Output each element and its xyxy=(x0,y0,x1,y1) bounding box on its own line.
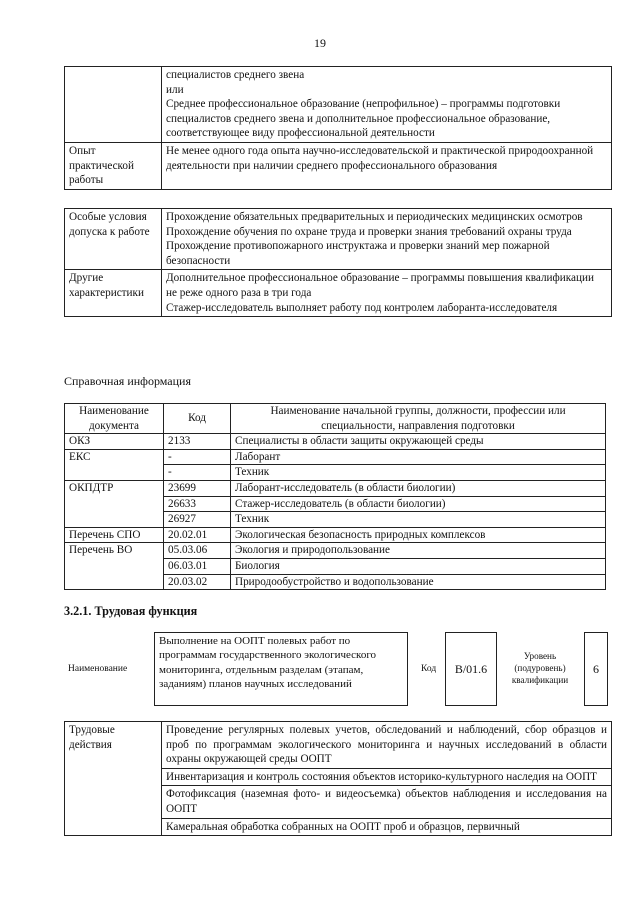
row-content xyxy=(162,209,612,270)
table-row xyxy=(65,209,612,270)
doc-cell: ОКЗ xyxy=(65,434,164,450)
code-cell: - xyxy=(164,449,231,465)
name-cell: Экологическая безопасность природных комплексов xyxy=(231,527,606,543)
row-label: Трудовые действия xyxy=(65,722,162,836)
table-row xyxy=(65,480,606,496)
table-row xyxy=(65,543,606,559)
table-row xyxy=(65,142,612,189)
column-header: Наименование начальной группы, должности, профессии или специальности, направления подготовки xyxy=(231,404,606,434)
code-label: Код xyxy=(421,664,437,674)
name-cell: Природообустройство и водопользование xyxy=(231,574,606,590)
table-row xyxy=(65,722,612,769)
action-item: Фотофиксация (наземная фото- и видеосъемка) объектов наблюдения и исследования на ООПТ xyxy=(162,786,612,818)
name-cell: Техник xyxy=(231,465,606,481)
qualification-level: 6 xyxy=(584,632,608,706)
name-cell: Лаборант-исследователь (в области биологии) xyxy=(231,480,606,496)
column-header: Код xyxy=(164,404,231,434)
name-cell: Экология и природопользование xyxy=(231,543,606,559)
doc-cell: Перечень СПО xyxy=(65,527,164,543)
code-cell: 26633 xyxy=(164,496,231,512)
table-row xyxy=(65,67,612,143)
requirements-table xyxy=(64,66,612,190)
row-label xyxy=(65,67,162,143)
row-label: Другие характеристики xyxy=(65,270,162,317)
code-cell: - xyxy=(164,465,231,481)
code-cell: 23699 xyxy=(164,480,231,496)
labor-function-name: Выполнение на ООПТ полевых работ по программам государственного экологического мониторинга, отдельным разделам (этапам, заданиям) планов научных исследований xyxy=(154,632,408,706)
code-cell: 20.03.02 xyxy=(164,574,231,590)
table-row xyxy=(65,270,612,317)
row-content xyxy=(162,270,612,317)
code-cell: 06.03.01 xyxy=(164,558,231,574)
row-label: Особые условия допуска к работе xyxy=(65,209,162,270)
row-content xyxy=(162,142,612,189)
name-cell: Стажер-исследователь (в области биологии) xyxy=(231,496,606,512)
doc-cell: ОКПДТР xyxy=(65,480,164,527)
table-row xyxy=(65,449,606,465)
action-item: Проведение регулярных полевых учетов, обследований и наблюдений, сбор образцов и проб по программам экологического мониторинга и научных исследований в области охраны окружающей среды ООПТ xyxy=(162,722,612,769)
content-line: Не менее одного года опыта научно-исследовательской и практической природоохранной деятельности при наличии среднего профессионального образования xyxy=(166,144,594,172)
labor-actions-table xyxy=(64,721,612,836)
code-cell: 20.02.01 xyxy=(164,527,231,543)
labor-function-code: B/01.6 xyxy=(445,632,497,706)
table-row xyxy=(65,434,606,450)
page-number: 19 xyxy=(314,36,326,50)
name-cell: Техник xyxy=(231,512,606,528)
row-content xyxy=(162,67,612,143)
table-row xyxy=(65,527,606,543)
content-line: Прохождение противопожарного инструктажа и проверки знаний мер пожарной безопасности xyxy=(166,240,550,267)
reference-table xyxy=(64,403,606,590)
content-line: специалистов среднего звена xyxy=(166,69,305,81)
name-cell: Биология xyxy=(231,558,606,574)
content-line: Стажер-исследователь выполняет работу под контролем лаборанта-исследователя xyxy=(166,301,558,314)
qualification-level-label: Уровень (подуровень) квалификации xyxy=(511,651,569,685)
name-cell: Лаборант xyxy=(231,449,606,465)
content-line: или xyxy=(166,83,184,96)
code-cell: 2133 xyxy=(164,434,231,450)
row-label: Опыт практической работы xyxy=(65,142,162,189)
name-cell: Специалисты в области защиты окружающей среды xyxy=(231,434,606,450)
action-item: Инвентаризация и контроль состояния объектов историко-культурного наследия на ООПТ xyxy=(162,768,612,786)
labor-function-title: 3.2.1. Трудовая функция xyxy=(64,604,198,618)
content-line: Прохождение обязательных предварительных и периодических медицинских осмотров xyxy=(166,211,583,223)
table-header-row xyxy=(65,404,606,434)
conditions-table xyxy=(64,208,612,317)
doc-cell: Перечень ВО xyxy=(65,543,164,590)
name-label: Наименование xyxy=(68,664,128,674)
content-line: Среднее профессиональное образование (непрофильное) – программы подготовки специалистов среднего звена и дополнительное профессиональное образование, соответствующее виду профессиональной деятельности xyxy=(166,98,561,140)
content-line: Прохождение обучения по охране труда и проверки знания требований охраны труда xyxy=(166,225,572,238)
action-item: Камеральная обработка собранных на ООПТ проб и образцов, первичный xyxy=(162,818,612,836)
code-cell: 26927 xyxy=(164,512,231,528)
reference-section-title: Справочная информация xyxy=(64,374,191,388)
column-header: Наименование документа xyxy=(65,404,164,434)
code-cell: 05.03.06 xyxy=(164,543,231,559)
doc-cell: ЕКС xyxy=(65,449,164,480)
content-line: Дополнительное профессиональное образование – программы повышения квалификации не реже одного раза в три года xyxy=(166,272,594,299)
